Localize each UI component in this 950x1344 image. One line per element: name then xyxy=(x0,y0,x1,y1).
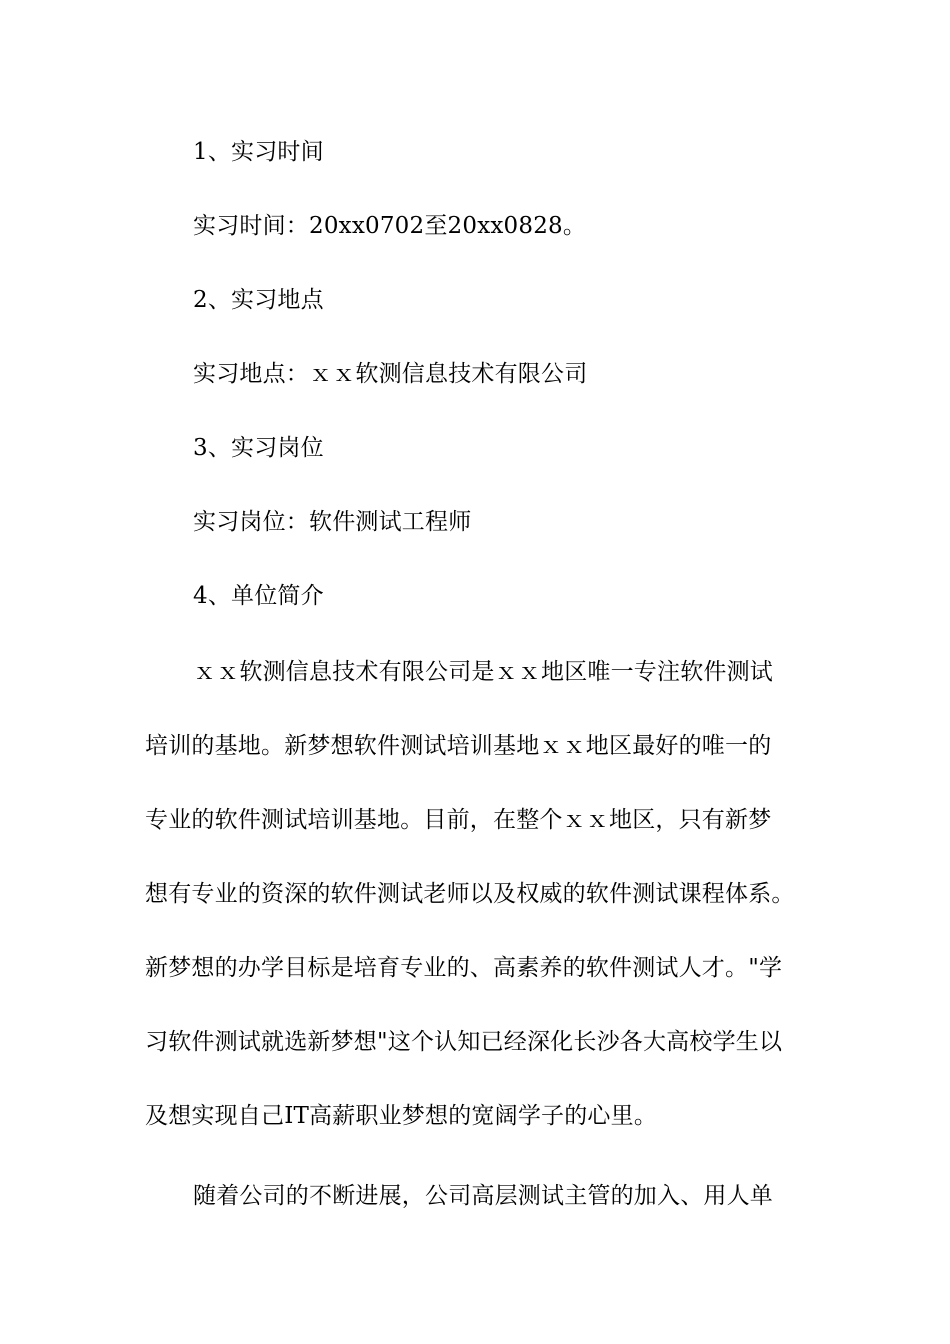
closing-paragraph-line: 随着公司的不断进展，公司高层测试主管的加入、用人单 xyxy=(193,1183,773,1209)
intro-paragraph-line: 专业的软件测试培训基地。目前，在整个ｘｘ地区，只有新梦 xyxy=(145,807,772,833)
section-heading-position: 3、实习岗位 xyxy=(193,435,324,461)
intro-paragraph-line: 及想实现自己IT高薪职业梦想的宽阔学子的心里。 xyxy=(145,1103,658,1129)
intro-paragraph-line: 想有专业的资深的软件测试老师以及权威的软件测试课程体系。 xyxy=(145,881,795,907)
section-content-position: 实习岗位：软件测试工程师 xyxy=(193,509,472,535)
intro-paragraph-line: ｘｘ软测信息技术有限公司是ｘｘ地区唯一专注软件测试 xyxy=(193,659,773,685)
section-content-time: 实习时间：20xx0702至20xx0828。 xyxy=(193,213,587,239)
section-heading-time: 1、实习时间 xyxy=(193,139,324,165)
intro-paragraph-line: 习软件测试就选新梦想"这个认知已经深化长沙各大高校学生以 xyxy=(145,1029,783,1055)
section-content-location: 实习地点：ｘｘ软测信息技术有限公司 xyxy=(193,361,588,387)
intro-paragraph-line: 新梦想的办学目标是培育专业的、高素养的软件测试人才。"学 xyxy=(145,955,783,981)
section-heading-location: 2、实习地点 xyxy=(193,287,324,313)
section-heading-company: 4、单位简介 xyxy=(193,583,324,609)
intro-paragraph-line: 培训的基地。新梦想软件测试培训基地ｘｘ地区最好的唯一的 xyxy=(145,733,772,759)
